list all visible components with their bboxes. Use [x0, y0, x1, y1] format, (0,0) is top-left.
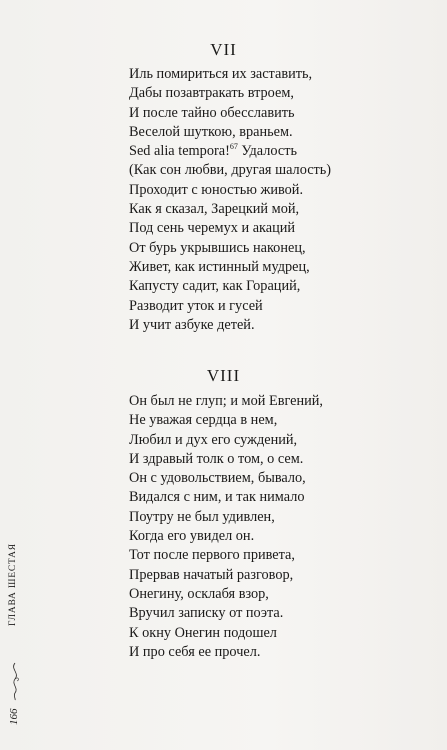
verse-line: Как я сказал, Зарецкий мой, [129, 201, 300, 218]
footnote-mark: 67 [229, 142, 238, 152]
page-number: 166 [8, 709, 20, 726]
verse-line: Когда его увидел он. [129, 528, 255, 545]
verse-line: Дабы позавтракать втроем, [129, 85, 294, 102]
verse-line: И учит азбуке детей. [129, 316, 255, 333]
stanza-number: VIII [206, 366, 241, 385]
verse-line: Видался с ним, и так нимало [129, 489, 305, 506]
latin-phrase: Sed alia tempora! [129, 143, 230, 160]
verse-line: Капусту садит, как Гораций, [129, 278, 301, 295]
line-continuation: Удалость [237, 143, 298, 160]
stanza-viii [129, 392, 323, 662]
verse-line-with-footnote [129, 142, 331, 161]
verse-line: Он с удовольствием, бывало, [129, 470, 306, 487]
verse-line: К окну Онегин подошел [129, 624, 277, 641]
verse-line: Онегину, осклабя взор, [129, 585, 269, 602]
verse-line: Проходит с юностью живой. [129, 181, 304, 198]
verse-line: Прервав начатый разговор, [129, 566, 294, 583]
verse-line: (Как сон любви, другая шалость) [129, 162, 332, 179]
verse-line: Веселой шуткою, враньем. [129, 123, 293, 140]
verse-line: Разводит уток и гусей [129, 297, 263, 314]
verse-line: Поутру не был удивлен, [129, 508, 275, 525]
verse-line: От бурь укрывшись наконец, [129, 239, 306, 256]
running-head [8, 543, 22, 748]
verse-line: Под сень черемух и акаций [129, 220, 296, 237]
stanza-vii [129, 65, 331, 335]
verse-line: Он был не глуп; и мой Евгений, [129, 393, 324, 409]
stanza-number: VII [210, 40, 237, 59]
verse-line: Тот после первого привета, [129, 547, 295, 564]
verse-line: Вручил записку от поэта. [129, 605, 284, 622]
verse-line: И здравый толк о том, о сем. [129, 450, 304, 467]
verse-line: Иль помириться их заставить, [129, 66, 313, 82]
chapter-title: ГЛАВА ШЕСТАЯ [8, 543, 18, 626]
verse-line: Живет, как истинный мудрец, [129, 258, 310, 275]
verse-line: Не уважая сердца в нем, [129, 412, 278, 429]
verse-line: И про себя ее прочел. [129, 643, 261, 660]
verse-line: И после тайно обесславить [129, 104, 295, 121]
verse-line: Любил и дух его суждений, [129, 431, 298, 448]
flourish-ornament-icon [8, 661, 22, 701]
